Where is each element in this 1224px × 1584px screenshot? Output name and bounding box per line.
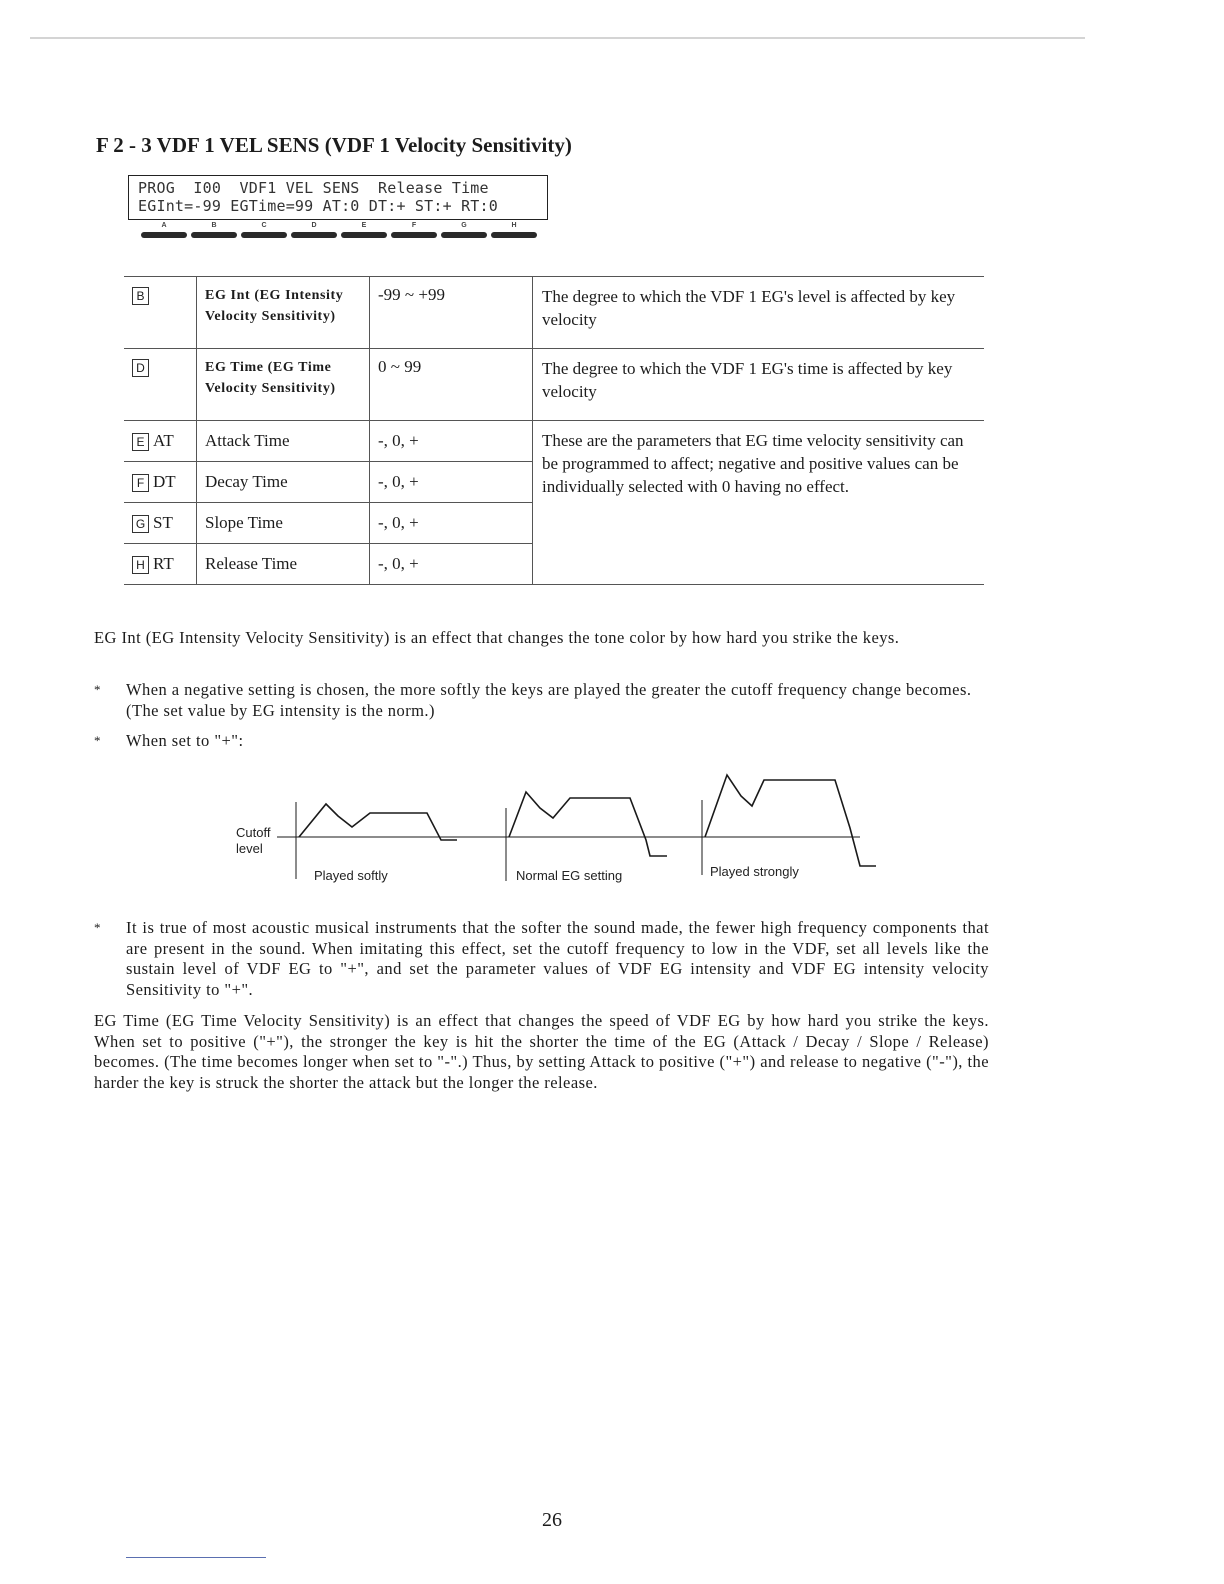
section-heading: F 2 - 3 VDF 1 VEL SENS (VDF 1 Velocity Sensitivity) (96, 133, 572, 157)
table-row (124, 277, 984, 349)
bullet-star: * (94, 733, 101, 748)
softkey-box: B (132, 287, 149, 305)
param-description: The degree to which the VDF 1 EG's level is affected by key velocity (533, 277, 985, 349)
bullet-acoustic-instruments (94, 918, 989, 1000)
softkey-bar (491, 232, 537, 238)
envelope-played-softly (299, 804, 457, 840)
bullet-star: * (94, 682, 101, 697)
table-row (124, 421, 984, 462)
param-abbrev: RT (153, 554, 174, 574)
param-name: EG Time (EG Time Velocity Sensitivity) (197, 349, 370, 421)
softkey-bar (141, 232, 187, 238)
softkey-bar (391, 232, 437, 238)
lcd-display (128, 175, 548, 220)
softkey-b (190, 220, 238, 244)
softkey-bar (241, 232, 287, 238)
softkey-label: E (361, 222, 367, 229)
param-key-cell (124, 277, 197, 349)
envelope-normal (509, 792, 667, 856)
param-key-cell (124, 503, 197, 544)
softkey-bar (341, 232, 387, 238)
param-key-cell (124, 421, 197, 462)
param-range: 0 ~ 99 (370, 349, 533, 421)
softkey-label: B (211, 222, 217, 229)
bullet-text: When a negative setting is chosen, the more softly the keys are played the greater the cutoff frequency change becomes. (The set value by EG intensity is the norm.) (126, 680, 972, 720)
param-name: Release Time (197, 544, 370, 585)
top-rule (30, 37, 1085, 39)
bullet-text: When set to "+": (126, 731, 244, 750)
softkey-c (240, 220, 288, 244)
cutoff-envelope-diagram (230, 768, 890, 898)
cutoff-label: Cutoff (236, 825, 271, 840)
softkey-e (340, 220, 388, 244)
softkey-label: C (261, 222, 267, 229)
softkey-label: F (411, 222, 417, 229)
parameter-table (124, 276, 984, 585)
softkey-box: F (132, 474, 149, 492)
param-abbrev: AT (153, 431, 174, 451)
eg-time-paragraph: EG Time (EG Time Velocity Sensitivity) is an effect that changes the speed of VDF EG by how hard you strike the keys. When set to positive ("+"), the stronger the key is hit the shorter the time of the EG (Attack / Decay / Slope / Release) becomes. (The time becomes longer when set to "-".) Thus, by setting Attack to positive ("+") and release to negative ("-"), the harder the key is struck the shorter the attack but the longer the release. (94, 1011, 989, 1092)
eg-int-paragraph: EG Int (EG Intensity Velocity Sensitivity) is an effect that changes the tone color by how hard you strike the keys. (94, 628, 900, 647)
param-key-cell (124, 544, 197, 585)
param-name: Attack Time (197, 421, 370, 462)
param-key-cell (124, 462, 197, 503)
softkey-label: D (311, 222, 317, 229)
param-range: -, 0, + (370, 503, 533, 544)
envelope-played-strongly (705, 775, 876, 866)
softkey-bar (441, 232, 487, 238)
softkey-box: H (132, 556, 149, 574)
param-range: -, 0, + (370, 421, 533, 462)
param-name: Decay Time (197, 462, 370, 503)
lcd-line-1: PROG I00 VDF1 VEL SENS Release Time (138, 179, 489, 197)
softkey-box: D (132, 359, 149, 377)
caption-played-strongly: Played strongly (710, 864, 799, 879)
param-abbrev: ST (153, 513, 173, 533)
bullet-negative-setting (94, 680, 989, 721)
param-range: -99 ~ +99 (370, 277, 533, 349)
param-key-cell (124, 349, 197, 421)
bullet-star: * (94, 920, 101, 935)
param-range: -, 0, + (370, 462, 533, 503)
softkey-box: E (132, 433, 149, 451)
softkey-d (290, 220, 338, 244)
param-description: The degree to which the VDF 1 EG's time is affected by key velocity (533, 349, 985, 421)
softkey-box: G (132, 515, 149, 533)
caption-played-softly: Played softly (314, 868, 388, 883)
table-row (124, 349, 984, 421)
param-description: These are the parameters that EG time velocity sensitivity can be programmed to affect; negative and positive values can be individually selected with 0 having no effect. (533, 421, 985, 585)
bullet-positive-setting (94, 731, 989, 752)
softkey-g (440, 220, 488, 244)
softkey-label: A (161, 222, 167, 229)
level-label: level (236, 841, 263, 856)
param-abbrev: DT (153, 472, 176, 492)
softkey-label: G (461, 222, 467, 229)
lcd-line-2: EGInt=-99 EGTime=99 AT:0 DT:+ ST:+ RT:0 (138, 197, 498, 215)
caption-normal-eg: Normal EG setting (516, 868, 623, 883)
param-name: EG Int (EG Intensity Velocity Sensitivity) (197, 277, 370, 349)
softkey-f (390, 220, 438, 244)
softkey-row (140, 220, 540, 246)
softkey-bar (291, 232, 337, 238)
page-number: 26 (542, 1509, 562, 1531)
softkey-h (490, 220, 538, 244)
softkey-label: H (511, 222, 517, 229)
softkey-bar (191, 232, 237, 238)
param-range: -, 0, + (370, 544, 533, 585)
bottom-rule (126, 1557, 266, 1558)
bullet-text: It is true of most acoustic musical instruments that the softer the sound made, the fewer high frequency components that are present in the sound. When imitating this effect, set the cutoff frequency to low in the VDF, set all levels like the sustain level of VDF EG to "+", and set the parameter values of VDF EG intensity and VDF EG intensity velocity Sensitivity to "+". (126, 918, 989, 999)
softkey-a (140, 220, 188, 244)
param-name: Slope Time (197, 503, 370, 544)
